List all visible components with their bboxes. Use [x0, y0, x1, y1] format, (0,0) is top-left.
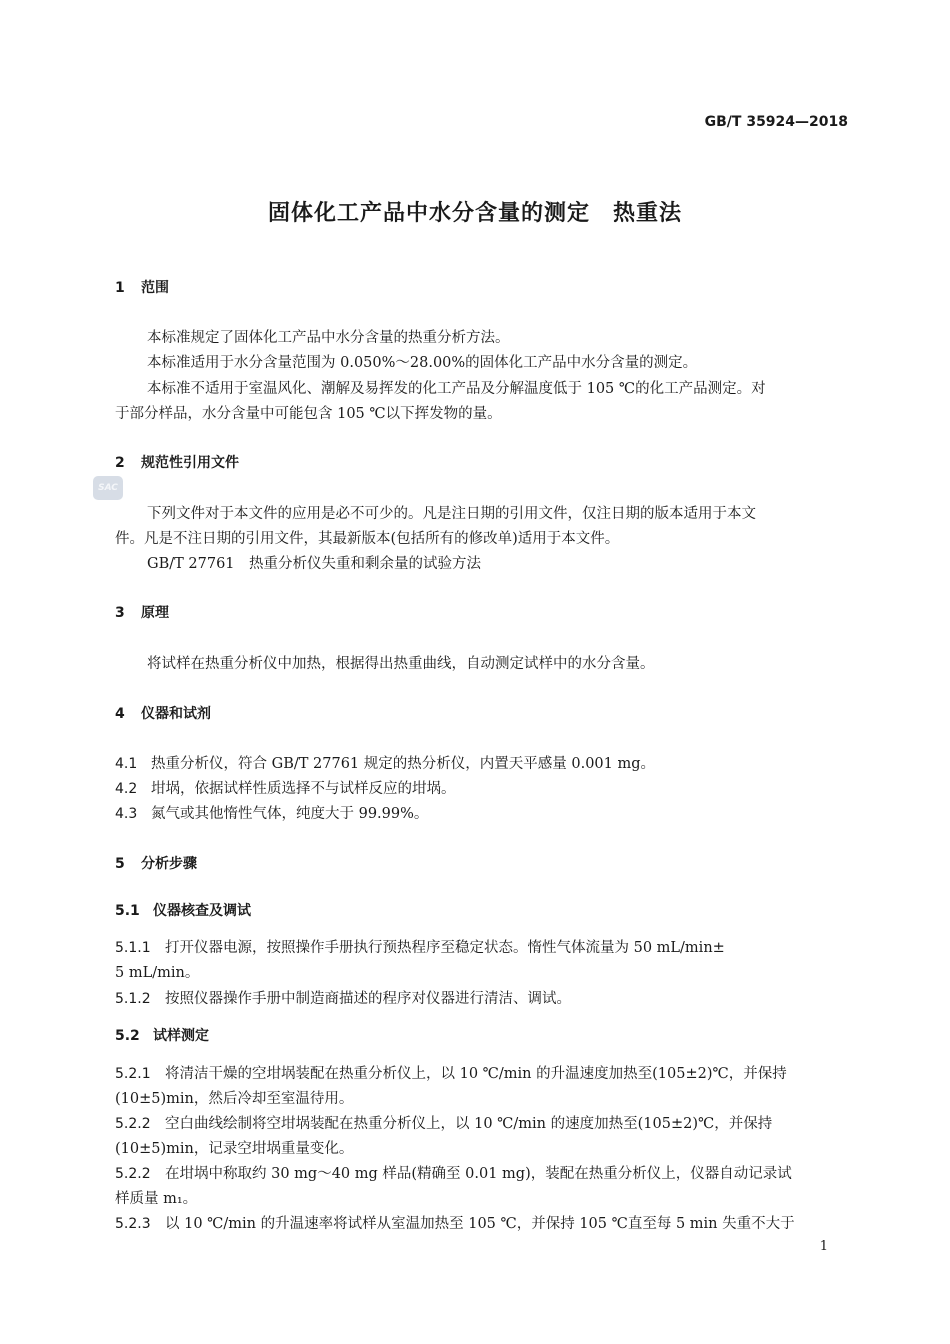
paragraph: 将试样在热重分析仪中加热，根据得出热重曲线，自动测定试样中的水分含量。 — [147, 656, 655, 672]
clause-text: 坩埚，依据试样性质选择不与试样反应的坩埚。 — [151, 781, 456, 797]
section-4-heading — [115, 703, 211, 723]
sac-watermark-logo: SAC — [93, 476, 123, 500]
section-1-heading — [115, 277, 169, 297]
clause-text: 以 10 ℃/min 的升温速率将试样从室温加热至 105 ℃，并保持 105 ℃直至每 5 min 失重不大于 — [165, 1216, 795, 1232]
section-title: 规范性引用文件 — [141, 455, 239, 471]
section-number: 3 — [115, 605, 125, 621]
clause-number: 4.1 — [115, 756, 138, 772]
clause-text: 在坩埚中称取约 30 mg～40 mg 样品(精确至 0.01 mg)，装配在热重分析仪上，仪器自动记录试 — [165, 1166, 792, 1182]
clause — [115, 1112, 772, 1133]
clause — [115, 1162, 792, 1183]
paragraph: 下列文件对于本文件的应用是必不可少的。凡是注日期的引用文件，仅注日期的版本适用于本文 — [147, 506, 756, 522]
subsection-title: 试样测定 — [153, 1028, 209, 1044]
clause — [115, 987, 571, 1008]
normative-reference: GB/T 27761 热重分析仪失重和剩余量的试验方法 — [147, 556, 482, 572]
clause-continuation: (10±5)min，然后冷却至室温待用。 — [115, 1091, 354, 1107]
clause — [115, 936, 725, 957]
clause-number: 5.2.1 — [115, 1066, 151, 1082]
clause-text: 热重分析仪，符合 GB/T 27761 规定的热分析仪，内置天平感量 0.001 mg。 — [151, 756, 656, 772]
section-3-heading — [115, 602, 169, 622]
clause-continuation: 5 mL/min。 — [115, 965, 200, 981]
clause-number: 5.2.2 — [115, 1116, 151, 1132]
section-title: 原理 — [141, 605, 169, 621]
list-item — [115, 777, 456, 798]
paragraph-continuation: 于部分样品，水分含量中可能包含 105 ℃以下挥发物的量。 — [115, 406, 502, 422]
paragraph-continuation: 件。凡是不注日期的引用文件，其最新版本(包括所有的修改单)适用于本文件。 — [115, 531, 620, 547]
document-title: 固体化工产品中水分含量的测定 热重法 — [267, 201, 682, 226]
subsection-number: 5.2 — [115, 1028, 140, 1044]
paragraph: 本标准规定了固体化工产品中水分含量的热重分析方法。 — [147, 330, 510, 346]
clause-text: 空白曲线绘制将空坩埚装配在热重分析仪上，以 10 ℃/min 的速度加热至(105±2)℃，并保持 — [165, 1116, 773, 1132]
clause-text: 打开仪器电源，按照操作手册执行预热程序至稳定状态。惰性气体流量为 50 mL/min± — [165, 940, 725, 956]
section-number: 2 — [115, 455, 125, 471]
standard-code: GB/T 35924—2018 — [704, 114, 848, 130]
section-title: 范围 — [141, 280, 169, 296]
clause-text: 氮气或其他惰性气体，纯度大于 99.99%。 — [151, 806, 429, 822]
clause-number: 5.1.2 — [115, 991, 151, 1007]
subsection-5-1-heading — [115, 900, 251, 920]
section-2-heading — [115, 452, 239, 472]
section-title: 分析步骤 — [141, 856, 197, 872]
section-number: 4 — [115, 706, 125, 722]
clause-number: 5.2.3 — [115, 1216, 151, 1232]
subsection-5-2-heading — [115, 1025, 209, 1045]
clause-continuation: (10±5)min，记录空坩埚重量变化。 — [115, 1141, 354, 1157]
clause — [115, 1212, 795, 1233]
page-number: 1 — [819, 1239, 828, 1254]
clause-number: 5.1.1 — [115, 940, 151, 956]
subsection-title: 仪器核查及调试 — [153, 903, 251, 919]
paragraph: 本标准不适用于室温风化、潮解及易挥发的化工产品及分解温度低于 105 ℃的化工产品测定。对 — [147, 381, 766, 397]
clause — [115, 1062, 787, 1083]
section-5-heading — [115, 853, 197, 873]
list-item — [115, 752, 655, 773]
section-number: 1 — [115, 280, 125, 296]
section-number: 5 — [115, 856, 125, 872]
clause-number: 4.3 — [115, 806, 138, 822]
list-item — [115, 802, 428, 823]
clause-number: 4.2 — [115, 781, 138, 797]
clause-continuation: 样质量 m₁。 — [115, 1191, 198, 1207]
clause-number: 5.2.2 — [115, 1166, 151, 1182]
clause-text: 按照仪器操作手册中制造商描述的程序对仪器进行清洁、调试。 — [165, 991, 571, 1007]
paragraph: 本标准适用于水分含量范围为 0.050%～28.00%的固体化工产品中水分含量的测定。 — [147, 355, 698, 371]
clause-text: 将清洁干燥的空坩埚装配在热重分析仪上，以 10 ℃/min 的升温速度加热至(105±2)℃，并保持 — [165, 1066, 787, 1082]
section-title: 仪器和试剂 — [141, 706, 211, 722]
subsection-number: 5.1 — [115, 903, 140, 919]
